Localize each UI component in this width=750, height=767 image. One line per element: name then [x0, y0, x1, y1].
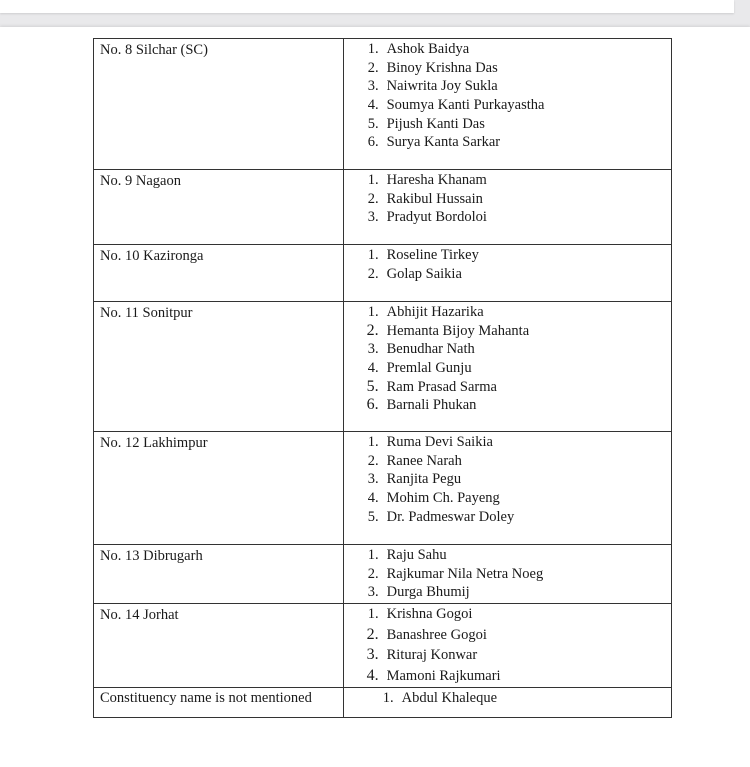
list-item: 5. Pijush Kanti Das	[367, 115, 485, 132]
candidate-name: Roseline Tirkey	[386, 247, 479, 263]
candidate-list	[344, 432, 671, 526]
list-item: 1. Haresha Khanam	[367, 172, 487, 188]
candidate-name: Binoy Krishna Das	[386, 59, 498, 76]
constituency-cell: No. 10 Kazironga	[94, 245, 344, 302]
candidates-cell	[343, 604, 671, 688]
table-row	[94, 545, 672, 604]
candidate-name: Surya Kanta Sarkar	[386, 134, 501, 151]
list-item: 5. Ram Prasad Sarma	[366, 377, 497, 395]
candidate-name: Haresha Khanam	[386, 172, 487, 188]
list-item: 2. Binoy Krishna Das	[367, 59, 498, 76]
candidate-name: Ashok Baidya	[386, 41, 470, 57]
list-item: 2. Rakibul Hussain	[367, 190, 483, 207]
list-item: 6. Surya Kanta Sarkar	[367, 134, 501, 151]
table-row	[94, 432, 672, 545]
candidate-name: Ruma Devi Saikia	[386, 434, 493, 450]
candidate-name: Golap Saikia	[386, 265, 462, 282]
list-item: 3. Benudhar Nath	[367, 341, 475, 358]
list-item: 5. Dr. Padmeswar Doley	[367, 508, 515, 525]
candidates-cell	[343, 245, 671, 302]
constituency-cell: No. 9 Nagaon	[94, 170, 344, 245]
candidate-list	[344, 688, 671, 708]
list-item: 1. Ruma Devi Saikia	[367, 434, 493, 450]
list-item: 2. Rajkumar Nila Netra Noeg	[367, 565, 544, 582]
candidate-name: Hemanta Bijoy Mahanta	[386, 322, 530, 339]
candidate-name: Ranjita Pegu	[386, 471, 462, 488]
list-item: 3. Rituraj Konwar	[366, 646, 478, 663]
candidate-list	[344, 245, 671, 283]
table-row	[94, 302, 672, 432]
table-row	[94, 39, 672, 170]
table-row	[94, 170, 672, 245]
candidate-name: Barnali Phukan	[386, 397, 477, 414]
list-item: 4. Soumya Kanti Purkayastha	[367, 97, 545, 114]
candidate-name: Dr. Padmeswar Doley	[386, 508, 515, 525]
constituency-cell: No. 12 Lakhimpur	[94, 432, 344, 545]
table-row	[94, 688, 672, 718]
candidate-name: Soumya Kanti Purkayastha	[386, 97, 545, 114]
constituency-cell: No. 11 Sonitpur	[94, 302, 344, 432]
list-item: 2. Banashree Gogoi	[366, 625, 487, 643]
candidate-name: Rajkumar Nila Netra Noeg	[386, 565, 544, 582]
list-item: 2. Ranee Narah	[367, 452, 462, 469]
candidate-name: Krishna Gogoi	[386, 606, 473, 622]
candidate-name: Mamoni Rajkumari	[386, 667, 501, 684]
candidates-cell	[343, 170, 671, 245]
list-item: 4. Mohim Ch. Payeng	[367, 490, 500, 507]
candidate-name: Naiwrita Joy Sukla	[386, 78, 498, 95]
previous-page-edge	[0, 0, 734, 13]
candidates-cell	[343, 39, 671, 170]
candidate-name: Abhijit Hazarika	[386, 304, 484, 320]
candidate-list	[344, 170, 671, 227]
candidate-name: Mohim Ch. Payeng	[386, 490, 500, 507]
list-item: 3. Ranjita Pegu	[367, 471, 462, 488]
candidate-name: Pijush Kanti Das	[386, 115, 485, 132]
candidates-cell	[343, 545, 671, 604]
list-item: 1. Roseline Tirkey	[367, 247, 479, 263]
candidate-name: Ram Prasad Sarma	[386, 378, 497, 395]
candidate-name: Rituraj Konwar	[386, 647, 478, 663]
candidate-list	[344, 39, 671, 152]
candidate-name: Premlal Gunju	[386, 360, 472, 377]
list-item: 4. Mamoni Rajkumari	[366, 666, 501, 684]
list-item: 1. Krishna Gogoi	[367, 606, 473, 622]
document-page	[0, 27, 750, 767]
candidate-name: Banashree Gogoi	[386, 626, 487, 643]
candidate-name: Pradyut Bordoloi	[386, 209, 487, 226]
list-item: 2. Hemanta Bijoy Mahanta	[366, 321, 530, 339]
constituency-cell: Constituency name is not mentioned	[94, 688, 344, 718]
constituency-cell: No. 14 Jorhat	[94, 604, 344, 688]
list-item: 1. Raju Sahu	[367, 547, 447, 563]
candidate-name: Ranee Narah	[386, 452, 462, 469]
candidate-name: Raju Sahu	[386, 547, 447, 563]
candidate-table	[93, 38, 672, 718]
list-item: 6. Barnali Phukan	[366, 396, 477, 414]
constituency-cell: No. 13 Dibrugarh	[94, 545, 344, 604]
candidate-name: Durga Bhumij	[386, 584, 470, 601]
table-row	[94, 604, 672, 688]
list-item: 1. Abhijit Hazarika	[367, 304, 484, 320]
table-row	[94, 245, 672, 302]
candidates-cell	[343, 432, 671, 545]
candidate-list	[344, 604, 671, 686]
candidate-name: Rakibul Hussain	[386, 190, 483, 207]
candidate-list	[344, 545, 671, 602]
list-item: 3. Naiwrita Joy Sukla	[367, 78, 498, 95]
candidate-list	[344, 302, 671, 415]
list-item: 2. Golap Saikia	[367, 265, 462, 282]
candidate-name: Benudhar Nath	[386, 341, 475, 358]
list-item: 4. Premlal Gunju	[367, 360, 472, 377]
list-item: 1. Abdul Khaleque	[382, 690, 498, 706]
constituency-cell: No. 8 Silchar (SC)	[94, 39, 344, 170]
list-item: 1. Ashok Baidya	[367, 41, 470, 57]
candidates-cell	[343, 302, 671, 432]
list-item: 3. Pradyut Bordoloi	[367, 209, 487, 226]
candidates-cell	[343, 688, 671, 718]
candidate-name: Abdul Khaleque	[401, 690, 498, 706]
list-item: 3. Durga Bhumij	[367, 584, 470, 601]
